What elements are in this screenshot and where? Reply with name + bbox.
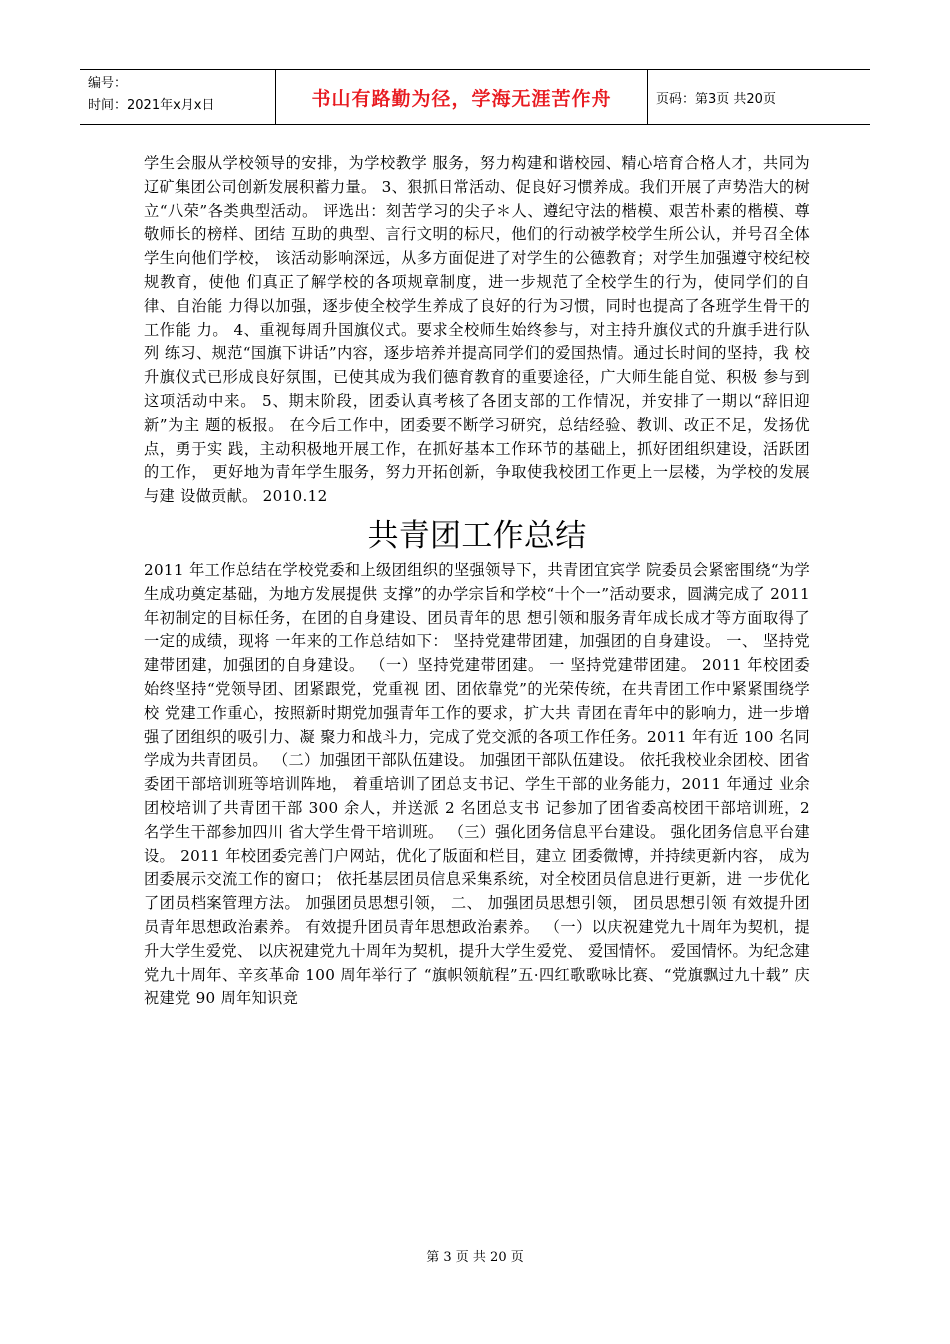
- header-page-info: 页码：第3页 共20页: [656, 91, 776, 107]
- document-time-label: 时间：2021年x月x日: [88, 98, 215, 113]
- document-number-label: 编号：: [88, 76, 128, 91]
- document-title: 共青团工作总结: [367, 517, 587, 554]
- body-paragraph-2: 2011 年工作总结在学校党委和上级团组织的坚强领导下，共青团宜宾学 院委员会紧密围绕“为学生成功奠定基础，为地方发展提供 支撑”的办学宗旨和学校“十个一”活动要求，圆满完成了 2011 年初制定的目标任务，在团的自身建设、团员青年的思 想引领和服务青年成长成才等方面取得了一定的成绩，现将 一年来的工作总结如下： 坚持党建带团建，加强团的自身建设。 一、 坚持党建带团建，加强团的自身建设。 （一）坚持党建带团建。 一 坚持党建带团建。 2011 年校团委始终坚持“党领导团、团紧跟党，党重视 团、团依靠党”的光荣传统，在共青团工作中紧紧围绕学校 党建工作重心，按照新时期党加强青年工作的要求，扩大共 青团在青年中的影响力，进一步增强了团组织的吸引力、凝 聚力和战斗力，完成了党交派的各项工作任务。2011 年有近 100 名同学成为共青团员。 （二）加强团干部队伍建设。 加强团干部队伍建设。 依托我校业余团校、团省委团干部培训班等培训阵地， 着重培训了团总支书记、学生干部的业务能力，2011 年通过 业余团校培训了共青团干部 300 余人，并送派 2 名团总支书 记参加了团省委高校团干部培训班，2 名学生干部参加四川 省大学生骨干培训班。 （三）强化团务信息平台建设。 强化团务信息平台建设。 2011 年校团委完善门户网站，优化了版面和栏目，建立 团委微博，并持续更新内容， 成为团委展示交流工作的窗口； 依托基层团员信息采集系统，对全校团员信息进行更新，进 一步优化了团员档案管理方法。 加强团员思想引领， 二、 加强团员思想引领， 团员思想引领 有效提升团员青年思想政治素养。 有效提升团员青年思想政治素养。 （一）以庆祝建党九十周年为契机，提升大学生爱党、 以庆祝建党九十周年为契机，提升大学生爱党、 爱国情怀。 爱国情怀。为纪念建党九十周年、辛亥革命 100 周年举行了 “旗帜领航程”五·四红歌歌咏比赛、“党旗飘过九十载” 庆祝建党 90 周年知识竞: [144, 560, 810, 1008]
- body-paragraph-1: 学生会服从学校领导的安排，为学校教学 服务，努力构建和谐校园、精心培育合格人才，共同为辽矿集团公司创新发展积蓄力量。 3、狠抓日常活动、促良好习惯养成。我们开展了声势浩大的树立“八荣”各类典型活动。 评选出：刻苦学习的尖子＊人、遵纪守法的楷模、艰苦朴素的楷模、尊敬师长的榜样、团结 互助的典型、言行文明的标尺，他们的行动被学校学生所公认，并号召全体学生向他们学校， 该活动影响深远，从多方面促进了对学生的公德教育；对学生加强遵守校纪校规教育，使他 们真正了解学校的各项规章制度，进一步规范了全校学生的行为，使同学们的自律、自治能 力得以加强，逐步使全校学生养成了良好的行为习惯，同时也提高了各班学生骨干的工作能 力。 4、重视每周升国旗仪式。要求全校师生始终参与，对主持升旗仪式的升旗手进行队列 练习、规范“国旗下讲话”内容，逐步培养并提高同学们的爱国热情。通过长时间的坚持，我 校升旗仪式已形成良好氛围，已使其成为我们德育教育的重要途径，广大师生能自觉、积极 参与到这项活动中来。 5、期末阶段，团委认真考核了各团支部的工作情况，并安排了一期以“辞旧迎新”为主 题的板报。 在今后工作中，团委要不断学习研究，总结经验、教训、改正不足，发扬优点，勇于实 践，主动积极地开展工作，在抓好基本工作环节的基础上，抓好团组织建设，活跃团的工作， 更好地为青年学生服务，努力开拓创新，争取使我校团工作更上一层楼，为学校的发展与建 设做贡献。 2010.12: [144, 154, 810, 506]
- header-meta: [80, 70, 276, 124]
- page-footer: 第 3 页 共 20 页: [426, 1250, 524, 1265]
- page-header: [80, 69, 870, 125]
- header-motto: 书山有路勤为径，学海无涯苦作舟: [276, 70, 648, 124]
- document-body: [144, 152, 810, 1011]
